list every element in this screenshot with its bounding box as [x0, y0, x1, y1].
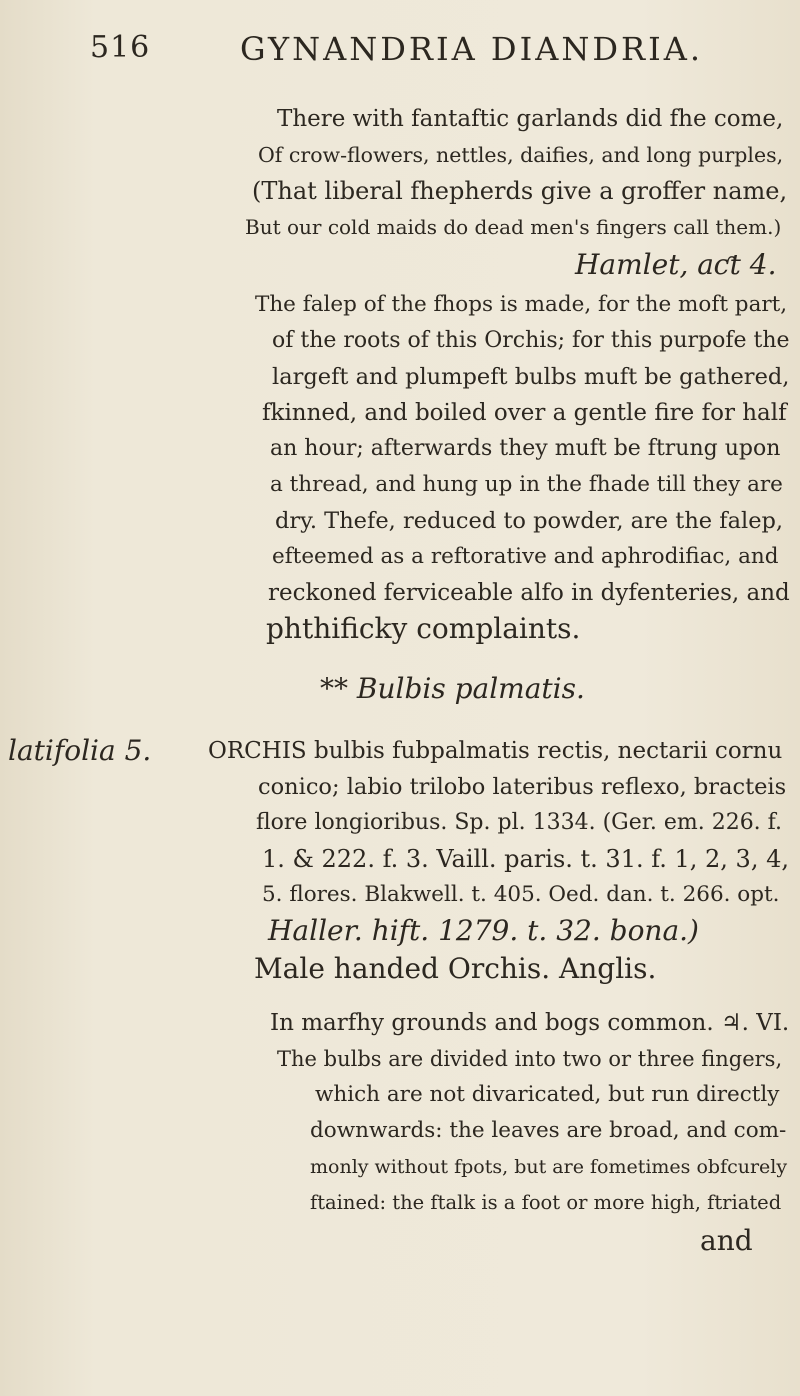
paragraph-line: efteemed as a reftorative and aphrodifiac, and: [272, 544, 779, 569]
entry-line: conico; labio trilobo lateribus reflexo, bracteis: [258, 774, 787, 800]
verse-line: There with fantaftic garlands did fhe come,: [277, 106, 784, 132]
paragraph-line: The bulbs are divided into two or three fingers,: [277, 1047, 783, 1071]
entry-line: flore longioribus. Sp. pl. 1334. (Ger. em. 226. f.: [256, 810, 783, 835]
paragraph-line: dry. Thefe, reduced to powder, are the falep,: [275, 508, 784, 534]
page-number: 516: [90, 30, 151, 65]
verse-line: Of crow-flowers, nettles, daifies, and long purples,: [258, 143, 784, 167]
verse-line: (That liberal fhepherds give a groffer name,: [252, 177, 788, 205]
paragraph-line: an hour; afterwards they muft be ftrung upon: [270, 436, 781, 461]
verse-line: But our cold maids do dead men's fingers call them.): [245, 215, 782, 239]
paragraph-line: reckoned ferviceable alfo in dyfenteries, and: [268, 580, 790, 606]
margin-note: latifolia 5.: [8, 734, 152, 767]
paragraph-line: which are not divaricated, but run directly: [315, 1082, 780, 1107]
running-head: GYNANDRIA DIANDRIA.: [240, 30, 703, 68]
entry-line: 5. flores. Blakwell. t. 405. Oed. dan. t. 266. opt.: [262, 882, 780, 907]
verse-citation: Hamlet, aƈt 4.: [575, 248, 777, 281]
paragraph-line: largeft and plumpeft bulbs muft be gathered,: [272, 364, 790, 390]
catchword: and: [700, 1224, 753, 1257]
paragraph-line: downwards: the leaves are broad, and com-: [310, 1118, 787, 1143]
paragraph-line: The falep of the fhops is made, for the moft part,: [255, 292, 788, 317]
page-header: [0, 30, 800, 80]
entry-line: Haller. hift. 1279. t. 32. bona.): [268, 914, 699, 947]
paragraph-line: monly without fpots, but are fometimes obfcurely: [310, 1156, 788, 1178]
paragraph-line: In marfhy grounds and bogs common. ♃. VI.: [270, 1010, 790, 1036]
paragraph-line: fkinned, and boiled over a gentle fire for half: [262, 400, 787, 426]
section-heading: ** Bulbis palmatis.: [320, 672, 585, 705]
entry-line: 1. & 222. f. 3. Vaill. paris. t. 31. f. 1, 2, 3, 4,: [262, 845, 789, 873]
paragraph-line: of the roots of this Orchis; for this purpofe the: [272, 328, 790, 353]
paragraph-line: phthificky complaints.: [266, 612, 581, 645]
entry-line: ORCHIS bulbis fubpalmatis rectis, nectarii cornu: [208, 738, 783, 764]
paragraph-line: a thread, and hung up in the fhade till they are: [270, 472, 783, 497]
paragraph-line: ftained: the ftalk is a foot or more high, ftriated: [310, 1191, 782, 1214]
common-name: Male handed Orchis. Anglis.: [254, 952, 657, 985]
